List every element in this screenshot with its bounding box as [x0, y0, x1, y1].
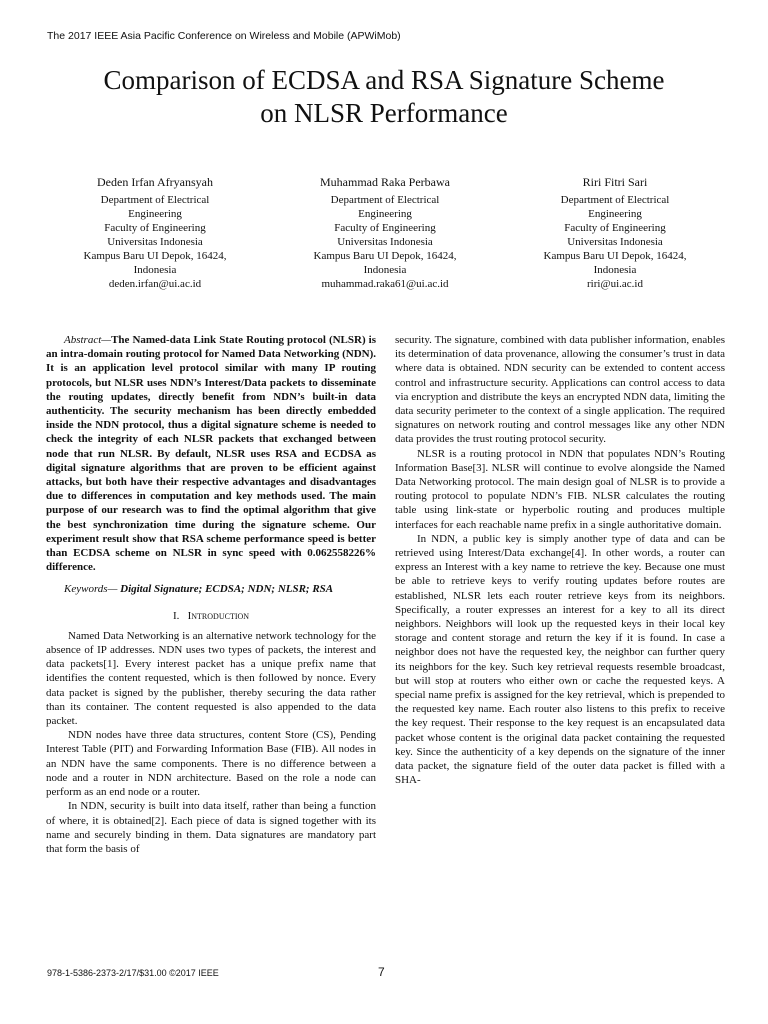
affiliation-line: Kampus Baru UI Depok, 16424,	[313, 250, 457, 262]
affiliation-line: Kampus Baru UI Depok, 16424,	[83, 250, 227, 262]
left-column	[46, 333, 376, 856]
affiliation-line: Kampus Baru UI Depok, 16424,	[543, 250, 687, 262]
keywords-text: Digital Signature; ECDSA; NDN; NLSR; RSA	[117, 583, 334, 596]
affiliation-line: Universitas Indonesia	[337, 236, 433, 248]
conference-header: The 2017 IEEE Asia Pacific Conference on Wireless and Mobile (APWiMob)	[47, 30, 401, 42]
intro-paragraph-2: NDN nodes have three data structures, content Store (CS), Pending Interest Table (PIT) and Forwarding Information Base (FIB). All nodes in an NDN have the same components. There is no difference between a node and a router in NDN architecture. Based on the role a node can perform as an end node or a router.	[46, 729, 376, 799]
affiliation-line: Faculty of Engineering	[564, 222, 666, 234]
affiliation-line: Engineering	[128, 208, 182, 220]
author-email: riri@ui.ac.id	[587, 278, 643, 290]
author-affiliation	[500, 193, 730, 277]
title-line-2: on NLSR Performance	[260, 98, 508, 128]
section-title: Introduction	[187, 609, 250, 622]
right-column	[395, 333, 725, 788]
affiliation-line: Indonesia	[593, 264, 637, 276]
affiliation-line: Faculty of Engineering	[104, 222, 206, 234]
author-2	[270, 175, 500, 291]
abstract-text: The Named-data Link State Routing protocol (NLSR) is an intra-domain routing protocol for Named Data Networking (NDN). It is an application level protocol similar with many IP routing protocols, but NLSR uses NDN’s Interest/Data packets to disseminate the routing updates, directly benefit from NDN’s built-in data authenticity. The security mechanism has been directly embedded inside the NDN protocol, thus a digital signature scheme is needed to check the integrity of each NLSR packets that exchanged between node that run NLSR. By default, NLSR uses RSA and ECDSA as digital signature algorithms that are proven to be efficient against attacks, but both have their respective advantages and disadvantages due to differences in computation and key methods used. The main purpose of our research was to find the optimal algorithm that give the best synchronization time during the signature scheme. Our experiment result show that RSA scheme performance speed is better than ECDSA scheme on NLSR in sync speed with 0.062558226% difference.	[46, 334, 376, 574]
body-paragraph-1: security. The signature, combined with data publisher information, enables its determination of data provenance, allowing the consumer’s trust in data where data is obtained. NDN security can be extended to content access control and infrastructure security. Applications can control access to data via encryption and distribute the keys an encrypted NDN data, limiting the data security perimeter to the context of a single application. The required signatures on network routing and control messages like any other NDN data provides the trust routing protocol security.	[395, 334, 725, 446]
page-number: 7	[378, 965, 385, 979]
intro-paragraph-3: In NDN, security is built into data itself, rather than being a function of where, it is obtained[2]. Each piece of data is signed together with its name and securely binding in them. Data signatures are mandatory part that form the basis of	[46, 800, 376, 855]
author-3	[500, 175, 730, 291]
body-paragraph-2: NLSR is a routing protocol in NDN that populates NDN’s Routing Information Base[3]. NLSR will continue to evolve alongside the Named Data Networking protocol. The main design goal of NLSR is to provide a routing protocol to populate NDN’s FIB. NLSR calculates the routing table using link-state or hyperbolic routing and produces multiple interfaces for each reachable name prefix in a single authoritative domain.	[395, 447, 725, 531]
affiliation-line: Indonesia	[133, 264, 177, 276]
title-line-1: Comparison of ECDSA and RSA Signature Scheme	[103, 65, 665, 95]
paper-title	[40, 64, 728, 130]
affiliation-line: Engineering	[588, 208, 642, 220]
abstract-lead: Abstract—	[64, 334, 112, 346]
affiliation-line: Department of Electrical	[100, 194, 210, 206]
author-name: Muhammad Raka Perbawa	[320, 175, 450, 189]
author-name: Riri Fitri Sari	[582, 175, 648, 189]
affiliation-line: Universitas Indonesia	[567, 236, 663, 248]
author-1	[40, 175, 270, 291]
section-heading	[46, 609, 376, 623]
author-block	[40, 175, 730, 291]
affiliation-line: Department of Electrical	[560, 194, 670, 206]
copyright-footer: 978-1-5386-2373-2/17/$31.00 ©2017 IEEE	[47, 968, 219, 978]
affiliation-line: Department of Electrical	[330, 194, 440, 206]
affiliation-line: Indonesia	[363, 264, 407, 276]
author-affiliation	[40, 193, 270, 277]
author-affiliation	[270, 193, 500, 277]
author-name: Deden Irfan Afryansyah	[97, 175, 213, 189]
intro-paragraph-1: Named Data Networking is an alternative network technology for the absence of IP addresses. NDN uses two types of packets, the interest and data packets[1]. Every interest packet has a unique prefix name that identifies the content requested, which is then followed by nonce. Every data packet is signed by the publisher, thereby securing the data rather than its container. The content requested is also appended to the data packet.	[46, 629, 376, 728]
author-email: muhammad.raka61@ui.ac.id	[321, 278, 449, 290]
affiliation-line: Universitas Indonesia	[107, 236, 203, 248]
keywords	[46, 582, 376, 596]
body-paragraph-3: In NDN, a public key is simply another type of data and can be retrieved using Interest/Data exchange[4]. In other words, a router can express an Interest with a key name to retrieve the key. Because one must be able to retrieve keys to verify routing updates before routes are established, NLSR lets each router retrieve keys from its neighbors. Specifically, a router expresses an interest for a key to all its direct neighbors. Neighbors will look up the requested keys in their local key storage and content storage and return the key if it is found. In case a neighbor does not have the requested key, the neighbor can further query its neighbors for the key. Such key retrieval requests resemble broadcast, but will stop at routers who either own or cache the requested keys. A special name prefix is assigned for the key retrieval, which is prepended to the requested key name. Each router also listens to this prefix to receive the key request. Their response to the key request is an encapsulated data packet whose content is the original data packet containing the requested key. Since the authenticity of a key depends on the signature of the inner data packet, the signature field of the outer data packet is filled with a SHA-	[395, 532, 725, 787]
abstract	[46, 333, 376, 574]
affiliation-line: Engineering	[358, 208, 412, 220]
affiliation-line: Faculty of Engineering	[334, 222, 436, 234]
keywords-lead: Keywords—	[64, 583, 118, 596]
section-number: I.	[172, 609, 180, 622]
author-email: deden.irfan@ui.ac.id	[108, 278, 202, 290]
